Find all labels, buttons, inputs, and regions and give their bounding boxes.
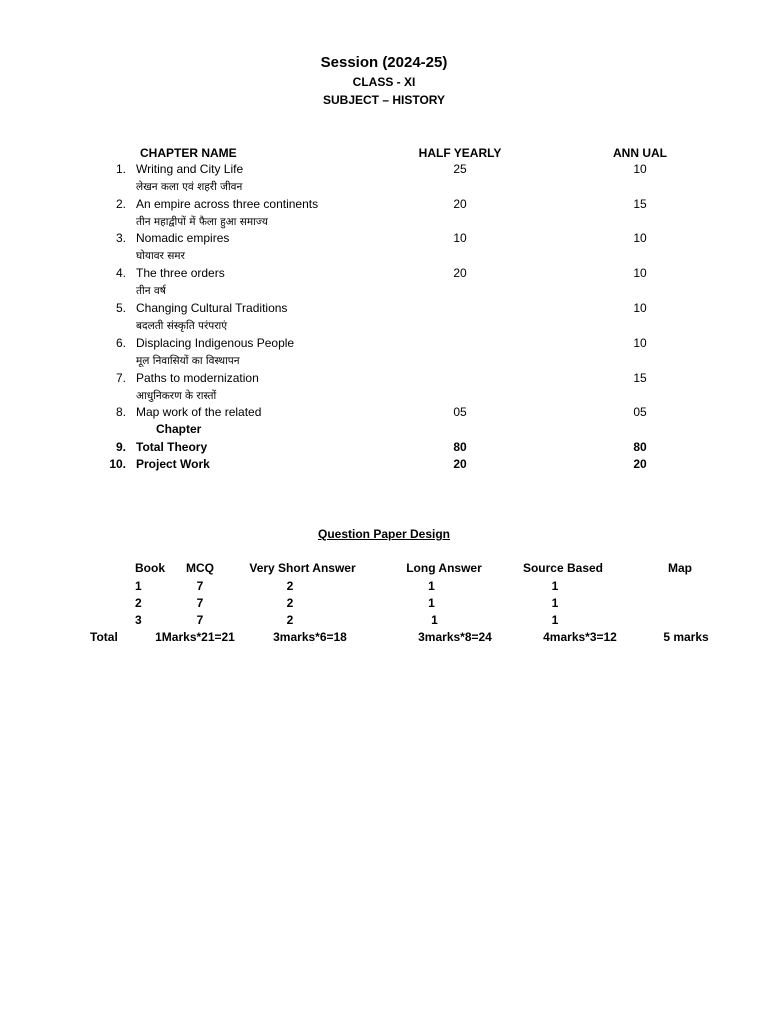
half-yearly-marks: 20 <box>453 457 467 471</box>
qp-long-answer-cell: 1 <box>428 596 435 610</box>
annual-marks: 10 <box>633 266 647 280</box>
qp-total-source-based: 4marks*3=12 <box>543 630 617 644</box>
chapter-number: 6. <box>115 336 126 350</box>
qp-header-source-based: Source Based <box>522 561 604 575</box>
half-yearly-marks: 25 <box>453 162 467 176</box>
qp-header-long-answer: Long Answer <box>406 561 482 575</box>
chapter-name: Map work of the related <box>136 405 262 419</box>
chapter-name-hindi: तीन वर्ष <box>136 285 166 297</box>
qp-total-very-short: 3marks*6=18 <box>273 630 347 644</box>
qp-mcq-cell: 7 <box>196 596 204 610</box>
subject-label: SUBJECT – HISTORY <box>322 93 446 107</box>
qp-source-based-cell: 1 <box>551 579 559 593</box>
chapter-number: 2. <box>115 197 126 211</box>
chapter-name: Displacing Indigenous People <box>136 336 295 350</box>
qp-long-answer-cell: 1 <box>431 613 438 627</box>
qp-mcq-cell: 7 <box>196 613 204 627</box>
chapter-name: The three orders <box>136 266 225 280</box>
chapter-number: 3. <box>115 231 126 245</box>
annual-marks: 80 <box>633 440 647 454</box>
chapter-number: 4. <box>115 266 126 280</box>
annual-marks: 10 <box>633 301 647 315</box>
annual-marks: 10 <box>633 162 647 176</box>
qp-total-mcq: 1Marks*21=21 <box>155 630 235 644</box>
qp-total-label: Total <box>90 630 118 644</box>
qp-long-answer-cell: 1 <box>428 579 435 593</box>
annual-marks: 15 <box>633 371 647 385</box>
qp-header-map: Map <box>668 561 692 575</box>
chapter-name: Writing and City Life <box>136 162 244 176</box>
session-title: Session (2024-25) <box>320 54 448 71</box>
chapter-number: 5. <box>115 301 126 315</box>
chapter-name-continued: Chapter <box>156 422 202 436</box>
qp-source-based-cell: 1 <box>551 613 559 627</box>
qp-very-short-cell: 2 <box>286 613 294 627</box>
column-header-half-yearly: HALF YEARLY <box>418 146 502 160</box>
half-yearly-marks: 80 <box>453 440 467 454</box>
qp-mcq-cell: 7 <box>196 579 204 593</box>
qp-total-map: 5 marks <box>663 630 709 644</box>
column-header-chapter-name: CHAPTER NAME <box>140 146 237 160</box>
qp-very-short-cell: 2 <box>286 596 294 610</box>
chapter-name: Paths to modernization <box>136 371 259 385</box>
question-paper-title: Question Paper Design <box>317 527 451 541</box>
qp-book-cell: 1 <box>135 579 142 593</box>
chapter-number: 8. <box>115 405 126 419</box>
chapter-name-hindi: बदलती संस्कृति परंपराएं <box>136 320 228 332</box>
chapter-name-hindi: मूल निवासियों का विस्थापन <box>136 355 240 367</box>
qp-book-cell: 2 <box>135 596 142 610</box>
chapter-name-hindi: घोयावर समर <box>136 250 185 262</box>
chapter-number: 1. <box>115 162 126 176</box>
annual-marks: 10 <box>633 231 647 245</box>
annual-marks: 05 <box>633 405 647 419</box>
chapter-name: Nomadic empires <box>136 231 230 245</box>
annual-marks: 20 <box>633 457 647 471</box>
qp-book-cell: 3 <box>135 613 142 627</box>
annual-marks: 15 <box>633 197 647 211</box>
qp-header-very-short: Very Short Answer <box>249 561 356 575</box>
annual-marks: 10 <box>633 336 647 350</box>
half-yearly-marks: 20 <box>453 197 467 211</box>
qp-total-long-answer: 3marks*8=24 <box>418 630 492 644</box>
chapter-name: Changing Cultural Traditions <box>136 301 288 315</box>
half-yearly-marks: 20 <box>453 266 467 280</box>
qp-source-based-cell: 1 <box>551 596 559 610</box>
qp-very-short-cell: 2 <box>286 579 294 593</box>
column-header-annual: ANN UAL <box>613 146 667 160</box>
chapter-name-hindi: तीन महाद्वीपों में फैला हुआ समाज्य <box>136 216 268 228</box>
chapter-name: An empire across three continents <box>136 197 319 211</box>
half-yearly-marks: 10 <box>453 231 467 245</box>
chapter-number: 7. <box>115 371 126 385</box>
chapter-number: 9. <box>115 440 126 454</box>
qp-header-book: Book <box>135 561 165 575</box>
class-label: CLASS - XI <box>352 75 416 89</box>
chapter-name-hindi: आधुनिकरण के रास्तों <box>136 390 217 402</box>
chapter-name: Project Work <box>136 457 210 471</box>
half-yearly-marks: 05 <box>453 405 467 419</box>
chapter-number: 10. <box>109 457 126 471</box>
chapter-name: Total Theory <box>136 440 208 454</box>
qp-header-mcq: MCQ <box>186 561 214 575</box>
chapter-name-hindi: लेखन कला एवं शहरी जीवन <box>136 181 243 193</box>
